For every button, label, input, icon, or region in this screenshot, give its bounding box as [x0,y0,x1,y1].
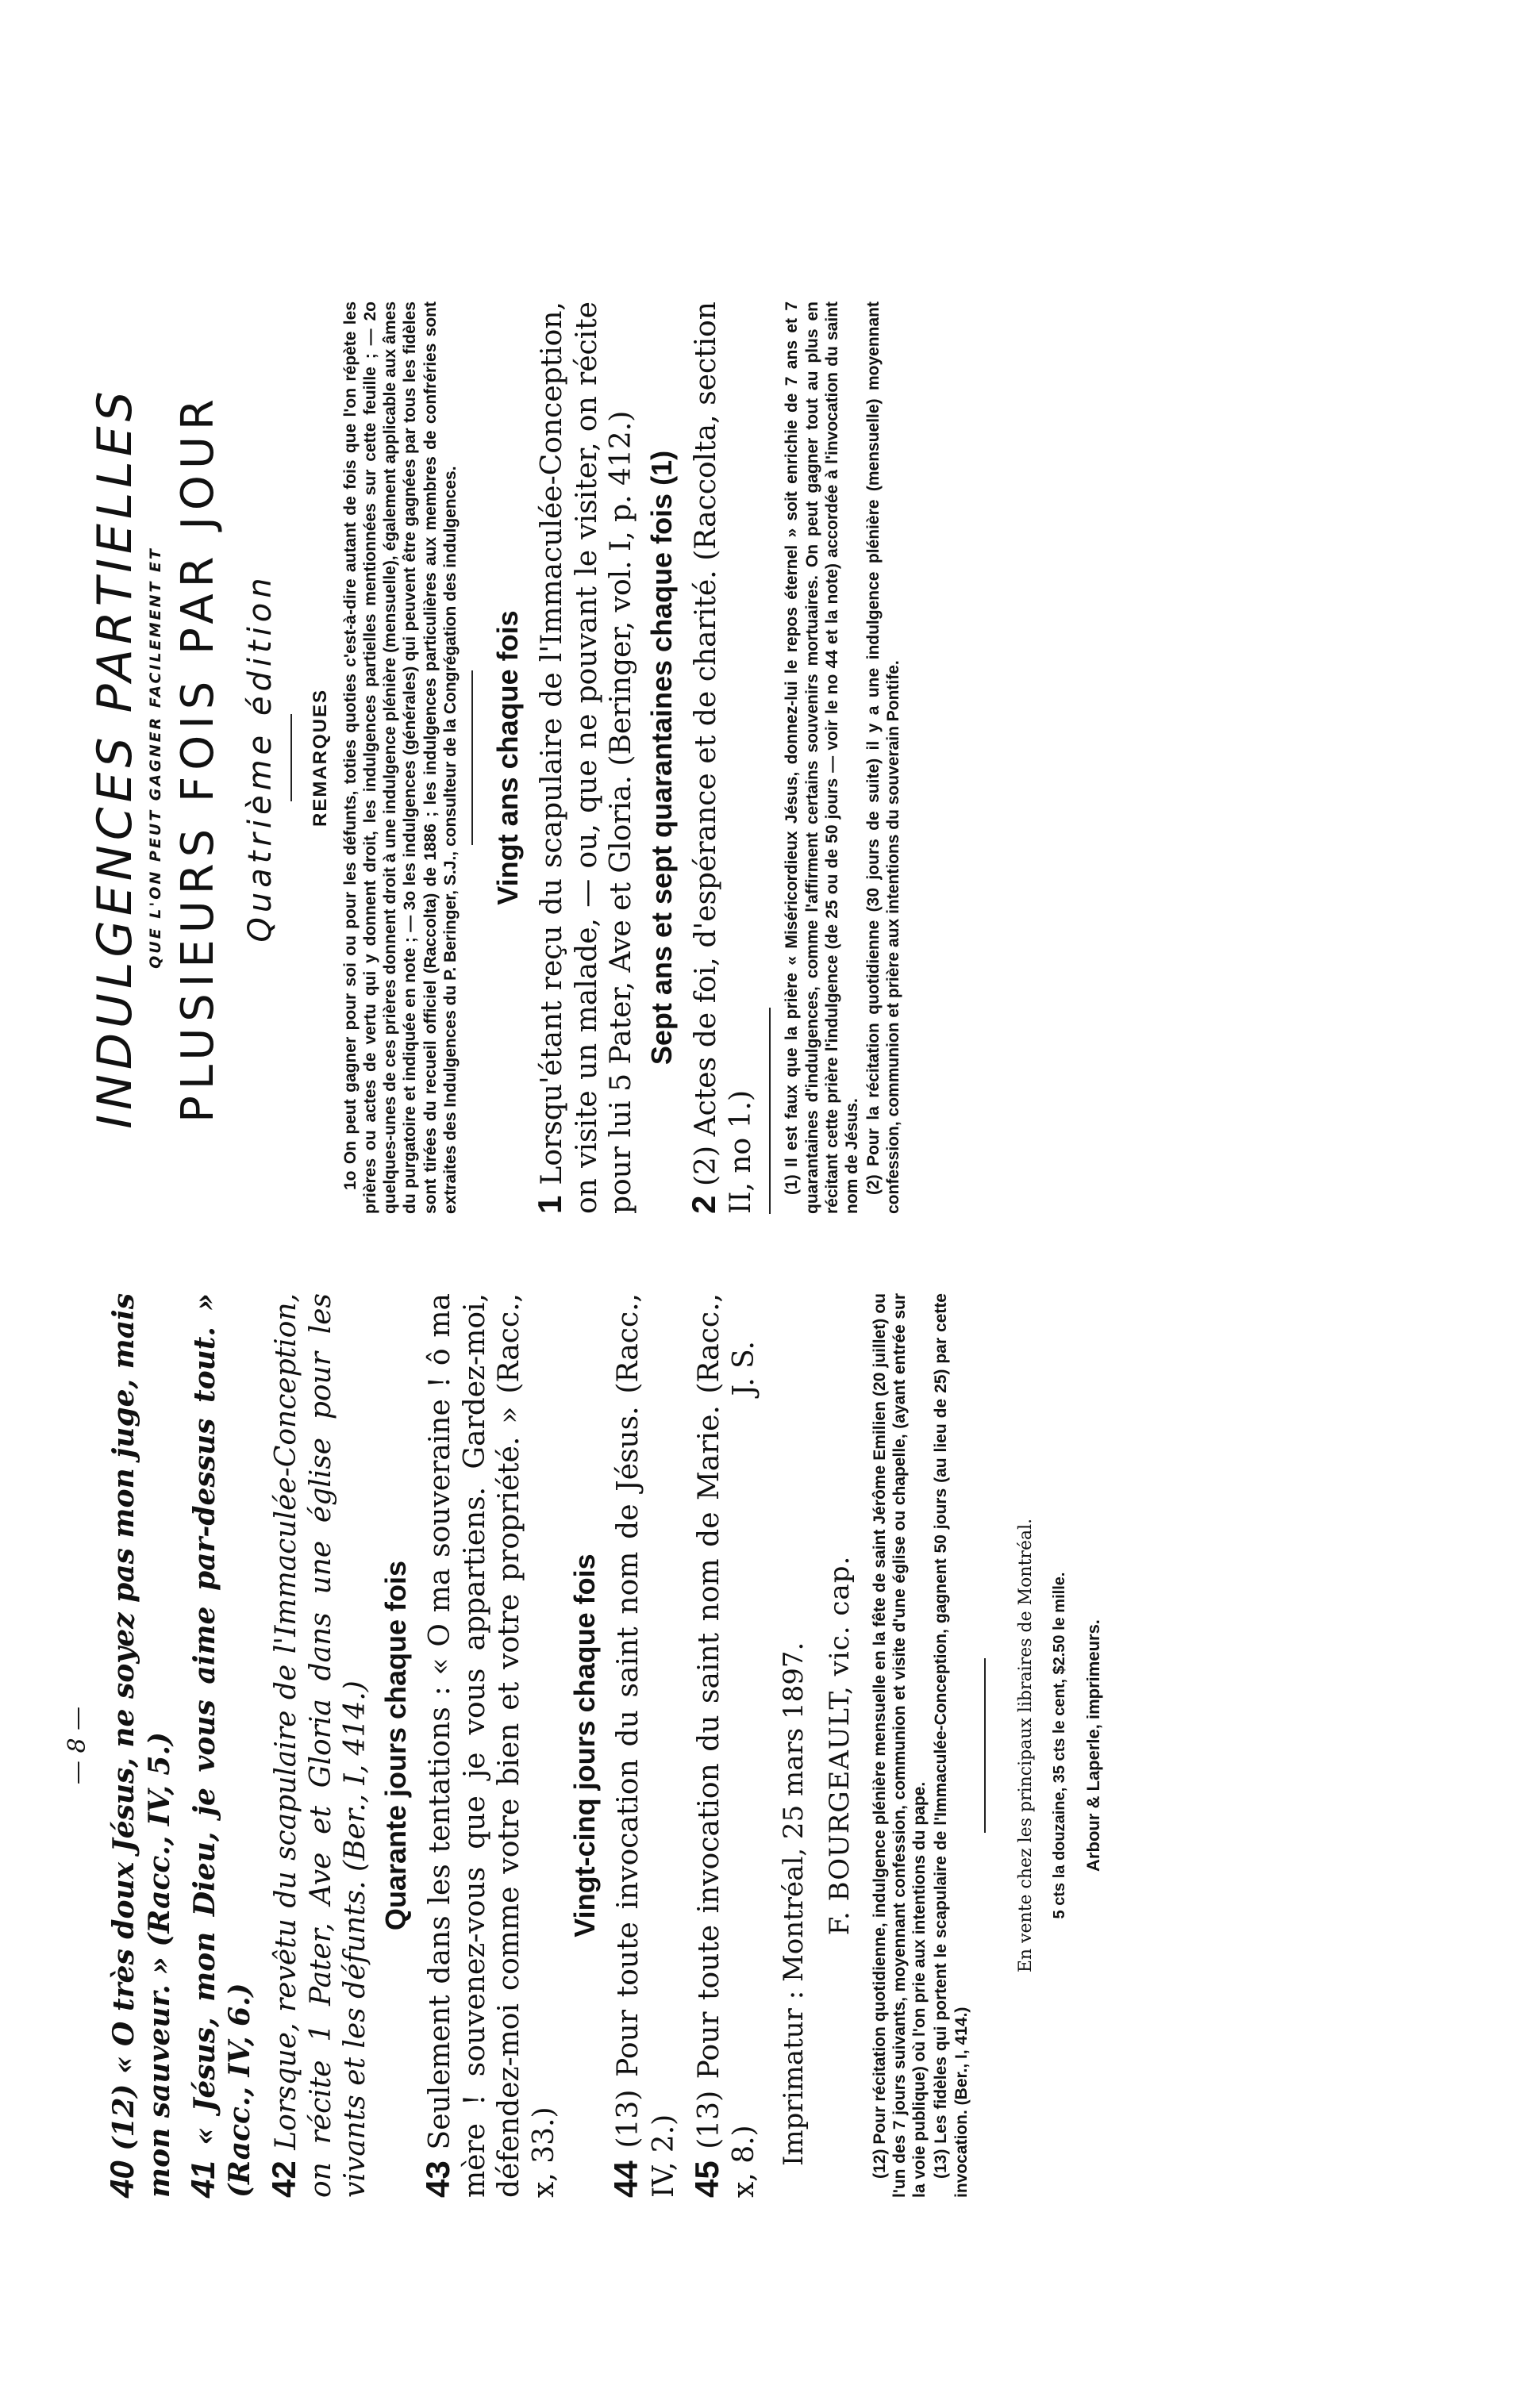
footnote-divider [769,1008,771,1214]
sales-notice: En vente chez les principaux libraires de Montréal. [1015,1518,1036,1973]
divider [984,1658,986,1833]
printers: Arbour & Laperle, imprimeurs. [1083,1619,1104,1872]
footnote-2: (2) Pour la récitation quotidienne (30 jours de suite) il y a une indulgence plénière (mensuelle) moyennant confession, communion et prière aux intentions du souverain Pontife. [864,301,903,1214]
section-heading-vingt-ans: Vingt ans chaque fois [490,610,524,905]
entry-number: 1 [530,1195,568,1214]
entry-text: (2) Actes de foi, d'espérance et de charité. (Raccolta, section II, no 1.) [689,301,758,1214]
signature: F. BOURGEAULT, vic. cap. [823,1555,856,1936]
divider [471,670,473,845]
entry-44 [606,1293,681,2198]
page-number: — 8 — [63,1706,91,1785]
entry-number: 45 [688,2160,726,2198]
entry-40 [102,1293,177,2198]
footnotes [870,1293,973,2198]
entry-text: (13) Pour toute invocation du saint nom de Marie. (Racc., x, 8.) [693,1293,761,2198]
entry-number: 42 [264,2160,302,2198]
entry-2 [684,301,759,1214]
entry-41 [183,1293,258,2198]
entry-number: 43 [418,2160,456,2198]
entry-text: Lorsque, revêtu du scapulaire de l'Immaculée-Conception, on récite 1 Pater, Ave et Gloria dans une église pour les vivants et les défunts. (Ber., I, 414.) [269,1293,372,2198]
entry-number: 2 [684,1195,722,1214]
imprimatur: Imprimatur : Montréal, 25 mars 1897. [777,1642,810,2166]
entry-number: 41 [183,2160,221,2198]
main-title-line-3: PLUSIEURS FOIS PAR JOUR [172,393,225,1123]
entry-number: 44 [607,2160,645,2198]
entry-43 [418,1293,561,2198]
entry-1 [530,301,639,1214]
section-heading-sept-ans: Sept ans et sept quarantaines chaque fois (1) [645,450,679,1066]
subtitle: QUE L'ON PEUT GAGNER FACILEMENT ET [146,547,164,969]
entry-number: 40 [103,2160,141,2198]
remarques-heading: REMARQUES [310,689,332,828]
entry-text: (13) Pour toute invocation du saint nom de Jésus. (Racc., IV, 2.) [612,1293,680,2198]
footnote-1: (1) Il est faux que la prière « Miséricordieux Jésus, donnez-lui le repos éternel » soit enrichie de 7 ans et 7 quarantaines d'indulgences, comme l'affirment certains souvenirs mortuaires. On peut gagner tout au plus en récitant cette prière l'indulgence (de 25 ou de 50 jours — voir le no 44 et la note) accordée à l'invocation du saint nom de Jésus. [783,301,861,1214]
entry-45 [687,1293,762,2198]
footnote-13: (13) Les fidèles qui portent le scapulaire de l'Immaculée-Conception, gagnent 50 jours (au lieu de 25) par cette invocation. (Ber., I, 414.) [932,1293,971,2198]
title-page [79,301,1349,1214]
entry-text: Seulement dans les tentations : « O ma souveraine ! ô ma mère ! souvenez-vous que je vous appartiens. Gardez-moi, défendez-moi comme votre bien et votre propriété. » (Racc., x, 33.) [423,1293,560,2198]
divider [290,714,292,801]
initials: J. S. [728,1341,761,1396]
page-8 [63,1293,1349,2198]
remarques-text: 1o On peut gagner pour soi ou pour les défunts, toties quoties c'est-à-dire autant de fois que l'on répète les prières ou actes de vertu qui y donnent droit, les indulgences partielles mentionnées sur cette feuille ; — 2o quelques-unes de ces prières donnent droit à une indulgence plénière (mensuelle), également applicable aux âmes du purgatoire et indiquée en note ; — 3o les indulgences (générales) qui peuvent être gagnées par tous les fidèles sont tirées du recueil officiel (Raccolta) de 1886 ; les indulgences particulières aux membres de confréries sont extraites des Indulgences du P. Beringer, S.J., consulteur de la Congrégation des indulgences. [340,301,460,1214]
entry-42 [264,1293,373,2198]
footnotes [782,301,905,1214]
price-notice: 5 cts la douzaine, 35 cts le cent, $2.50 le mille. [1050,1572,1068,1919]
section-heading-vingt-cinq-jours: Vingt-cinq jours chaque fois [567,1553,601,1938]
main-title: INDULGENCES PARTIELLES [87,386,143,1129]
edition: Quatrième édition [242,573,279,943]
footnote-12: (12) Pour récitation quotidienne, indulgence plénière mensuelle en la fête de saint Jérôme Emilien (20 juillet) ou l'un des 7 jours suivants, moyennant confession, communion et visite d'une église ou chapelle, (ayant entrée sur la voie publique) où l'on prie aux intentions du pape. [870,1293,929,2198]
entry-text: (12) « O très doux Jésus, ne soyez pas mon juge, mais mon sauveur. » (Racc., IV, 5.) [107,1293,176,2198]
entry-text: Lorsqu'étant reçu du scapulaire de l'Immaculée-Conception, on visite un malade, — ou, que ne pouvant le visiter, on récite pour lui 5 Pater, Ave et Gloria. (Beringer, vol. I, p. 412.) [535,301,638,1214]
entry-text: « Jésus, mon Dieu, je vous aime par-dessus tout. » (Racc., IV, 6.) [187,1293,257,2198]
section-heading-quarante-jours: Quarante jours chaque fois [379,1560,413,1931]
